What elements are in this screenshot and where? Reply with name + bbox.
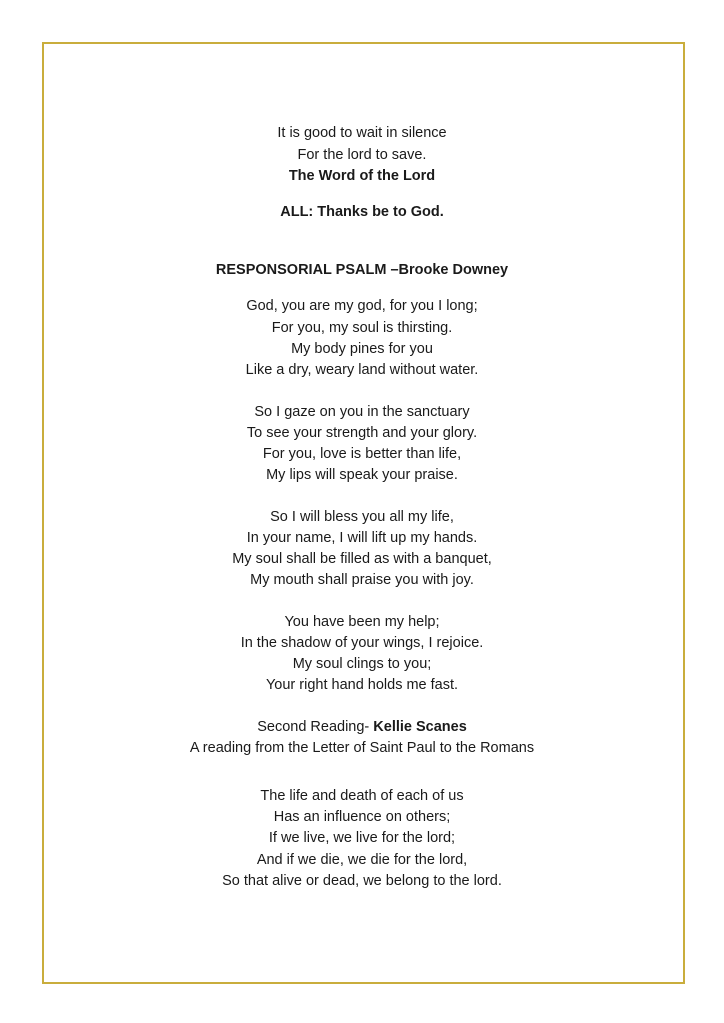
reading-line: For the lord to save. [297,147,427,163]
psalm-line: My soul shall be filled as with a banquet, [232,551,492,567]
reading-line: It is good to wait in silence [277,125,447,141]
second-reading-line: So that alive or dead, we belong to the lord. [222,873,502,889]
second-reading-line: The life and death of each of us [260,788,464,804]
second-reading-reader: Kellie Scanes [373,719,467,735]
second-reading-heading [0,717,724,737]
psalm-line: God, you are my god, for you I long; [246,298,478,314]
psalm-line: My body pines for you [291,341,433,357]
second-reading-source: A reading from the Letter of Saint Paul to the Romans [189,740,535,756]
psalm-line: Your right hand holds me fast. [265,677,459,693]
response: ALL: Thanks be to God. [280,204,444,220]
psalm-line: To see your strength and your glory. [246,425,478,441]
psalm-line: So I gaze on you in the sanctuary [254,404,470,420]
psalm-line: My mouth shall praise you with joy. [250,572,474,588]
psalm-line: For you, my soul is thirsting. [271,320,453,336]
psalm-heading: RESPONSORIAL PSALM –Brooke Downey [215,262,509,278]
psalm-line: In your name, I will lift up my hands. [246,530,478,546]
second-reading-line: If we live, we live for the lord; [268,830,456,846]
second-reading-line: Has an influence on others; [273,809,451,825]
psalm-line: My soul clings to you; [292,656,432,672]
psalm-line: You have been my help; [284,614,440,630]
word-of-the-lord: The Word of the Lord [288,168,436,184]
second-reading-line: And if we die, we die for the lord, [256,852,468,868]
psalm-line: For you, love is better than life, [262,446,462,462]
psalm-line: In the shadow of your wings, I rejoice. [240,635,484,651]
psalm-line: So I will bless you all my life, [270,509,454,525]
psalm-line: Like a dry, weary land without water. [245,362,479,378]
psalm-line: My lips will speak your praise. [266,467,458,483]
second-reading-label: Second Reading- [257,719,374,735]
